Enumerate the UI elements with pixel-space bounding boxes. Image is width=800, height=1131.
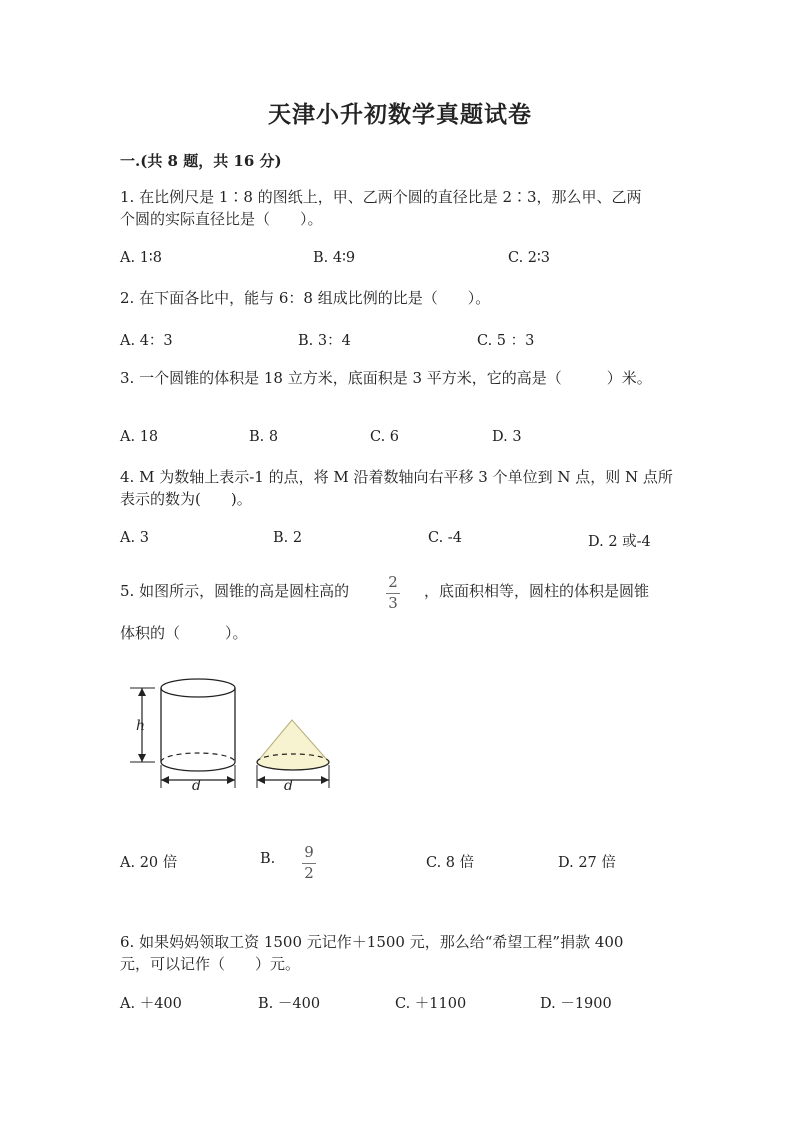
- question-5-after: [424, 580, 704, 602]
- q6-option-a[interactable]: A. ＋400: [120, 996, 182, 1012]
- question-3: [120, 367, 680, 389]
- height-arrow-down: [138, 754, 146, 762]
- question-5-text-after: ，底面积相等，圆柱的体积是圆锥: [424, 582, 650, 600]
- q3-option-b[interactable]: B. 8: [249, 429, 279, 445]
- question-2-line1: 2. 在下面各比中，能与 6：8 组成比例的比是（ ）。: [120, 289, 491, 307]
- question-1-line1: 1. 在比例尺是 1∶8 的图纸上，甲、乙两个圆的直径比是 2∶3，那么甲、乙两: [120, 188, 642, 206]
- q5-option-c[interactable]: C. 8 倍: [426, 855, 475, 871]
- cone-d-arrow-left: [257, 776, 265, 784]
- q5-option-d[interactable]: D. 27 倍: [558, 855, 616, 871]
- cone-d-label: d: [284, 778, 293, 794]
- question-5-line2-wrap: [120, 622, 680, 644]
- q5-figure: [120, 670, 350, 800]
- cylinder-top: [161, 679, 235, 697]
- q5-option-a[interactable]: A. 20 倍: [120, 855, 178, 871]
- question-3-line1: 3. 一个圆锥的体积是 18 立方米，底面积是 3 平方米，它的高是（ ）米。: [120, 369, 652, 387]
- q3-option-d[interactable]: D. 3: [492, 429, 522, 445]
- q5-fraction-denominator: 3: [388, 594, 398, 612]
- question-4-line1: 4. M 为数轴上表示-1 的点，将 M 沿着数轴向右平移 3 个单位到 N 点，则 N 点所: [120, 468, 673, 486]
- q5-fraction-numerator: 2: [388, 573, 398, 591]
- q4-option-a[interactable]: A. 3: [120, 530, 149, 546]
- cyl-d-label: d: [192, 778, 201, 794]
- question-5-text-before: 5. 如图所示，圆锥的高是圆柱高的: [120, 582, 350, 600]
- cone-body: [257, 720, 329, 770]
- height-label: h: [136, 718, 146, 734]
- question-6-line1: 6. 如果妈妈领取工资 1500 元记作＋1500 元，那么给“希望工程”捐款 400: [120, 933, 624, 951]
- q6-option-d[interactable]: D. －1900: [540, 996, 612, 1012]
- q4-option-d[interactable]: D. 2 或-4: [588, 534, 651, 550]
- q1-option-c[interactable]: C. 2∶3: [508, 250, 551, 266]
- q1-option-a[interactable]: A. 1∶8: [120, 250, 162, 266]
- q2-option-b[interactable]: B. 3：4: [298, 333, 351, 349]
- q1-option-b[interactable]: B. 4∶9: [313, 250, 356, 266]
- cone-d-arrow-right: [321, 776, 329, 784]
- question-1: [120, 186, 680, 230]
- q5-option-b[interactable]: B.: [260, 851, 276, 867]
- question-1-line2: 个圆的实际直径比是（ ）。: [120, 210, 323, 228]
- page-title: 天津小升初数学真题试卷: [268, 101, 532, 128]
- q5-option-b-fraction: [302, 845, 316, 881]
- q3-option-c[interactable]: C. 6: [370, 429, 400, 445]
- question-4-line2: 表示的数为( )。: [120, 490, 252, 508]
- cyl-d-arrow-left: [161, 776, 169, 784]
- q6-option-c[interactable]: C. ＋1100: [395, 996, 467, 1012]
- cylinder-bottom-back: [161, 753, 235, 762]
- question-2: [120, 287, 680, 309]
- cyl-d-arrow-right: [227, 776, 235, 784]
- height-arrow-up: [138, 688, 146, 696]
- cylinder-bottom-front: [161, 762, 235, 771]
- question-5-line2: 体积的（ ）。: [120, 624, 248, 642]
- q3-option-a[interactable]: A. 18: [120, 429, 159, 445]
- q6-option-b[interactable]: B. －400: [258, 996, 321, 1012]
- q2-option-a[interactable]: A. 4：3: [120, 333, 173, 349]
- q4-option-b[interactable]: B. 2: [273, 530, 303, 546]
- q2-option-c[interactable]: C. 5 ：3: [477, 333, 535, 349]
- q5-option-b-denominator: 2: [304, 864, 314, 882]
- question-4: [120, 466, 680, 510]
- q5-option-b-numerator: 9: [304, 843, 314, 861]
- q4-option-c[interactable]: C. -4: [428, 530, 462, 546]
- section-heading: 一.(共 8 题，共 16 分): [120, 152, 282, 170]
- question-6: [120, 931, 680, 975]
- q5-fraction: [386, 575, 400, 611]
- question-6-line2: 元，可以记作（ ）元。: [120, 955, 301, 973]
